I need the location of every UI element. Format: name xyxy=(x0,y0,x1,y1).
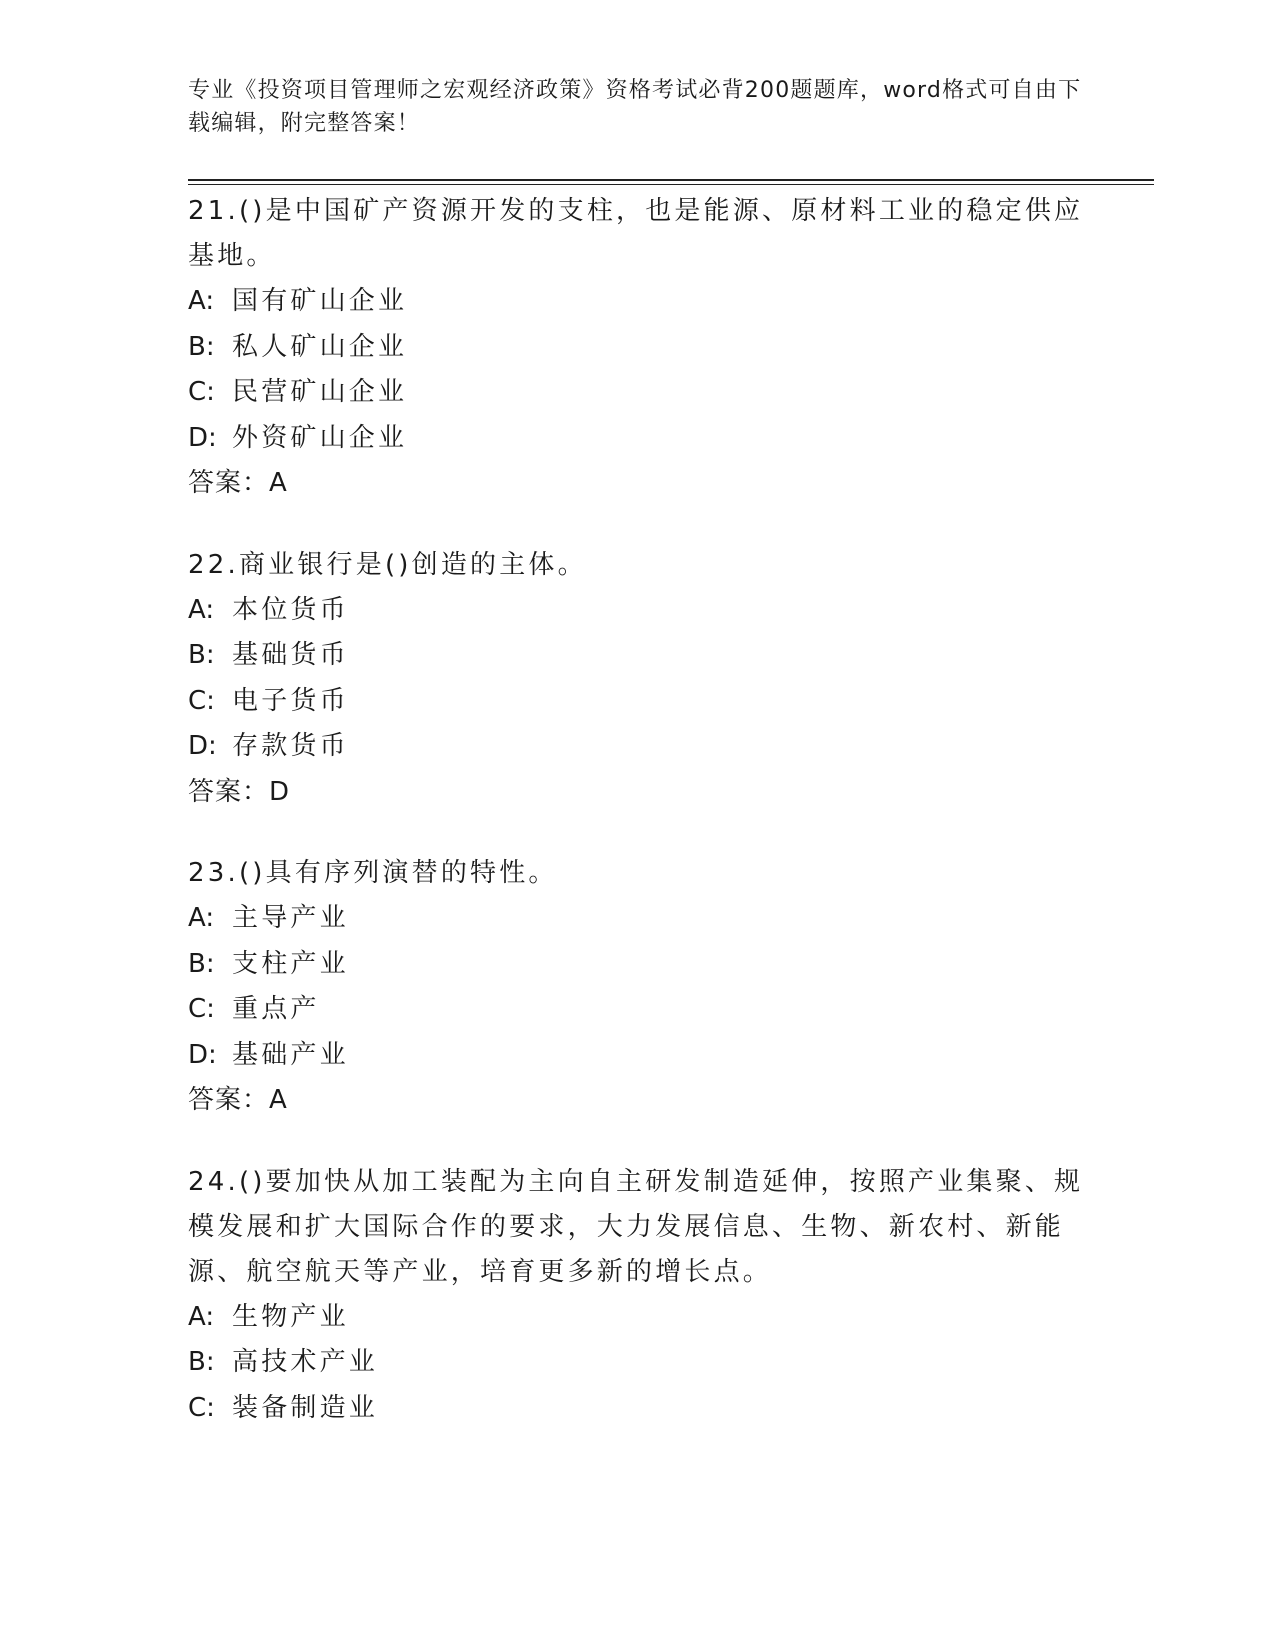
option-letter: A: xyxy=(188,903,215,933)
option-text: 支柱产业 xyxy=(232,948,349,979)
option-text: 生物产业 xyxy=(232,1301,349,1332)
option-text: 外资矿山企业 xyxy=(232,422,408,453)
answer-line: 答案：A xyxy=(188,1085,288,1115)
option-text: 存款货币 xyxy=(232,731,349,761)
option-letter: B: xyxy=(188,640,215,670)
option-d xyxy=(188,416,1088,462)
option-letter: A: xyxy=(188,594,215,625)
option-d xyxy=(188,724,1088,770)
option-a xyxy=(188,896,1088,942)
option-letter: B: xyxy=(188,1347,215,1377)
option-letter: C: xyxy=(188,994,215,1024)
option-letter: C: xyxy=(188,1392,215,1423)
option-text: 高技术产业 xyxy=(232,1347,379,1377)
question-text: 24.()要加快从加工装配为主向自主研发制造延伸，按照产业集聚、规模发展和扩大国际合作的要求，大力发展信息、生物、新农村、新能源、航空航天等产业，培育更多新的增长点。 xyxy=(188,1166,1084,1287)
option-text: 基础货币 xyxy=(232,640,349,670)
header-divider xyxy=(188,179,1154,181)
option-c xyxy=(188,370,1088,416)
option-letter: B: xyxy=(188,331,215,362)
option-c xyxy=(188,1386,1088,1432)
document-header: 专业《投资项目管理师之宏观经济政策》资格考试必背200题题库，word格式可自由下载编辑，附完整答案！ xyxy=(188,78,1082,136)
option-letter: B: xyxy=(188,948,215,979)
question-24 xyxy=(188,1160,1088,1432)
question-21 xyxy=(188,189,1088,507)
question-text: 21.()是中国矿产资源开发的支柱，也是能源、原材料工业的稳定供应基地。 xyxy=(188,196,1084,271)
answer-line: 答案：D xyxy=(188,776,291,807)
option-text: 本位货币 xyxy=(232,594,349,625)
option-a xyxy=(188,1295,1088,1341)
question-text: 23.()具有序列演替的特性。 xyxy=(188,858,558,888)
question-22 xyxy=(188,543,1088,816)
option-b xyxy=(188,325,1088,371)
option-text: 电子货币 xyxy=(232,685,349,716)
option-letter: C: xyxy=(188,377,215,407)
answer-line: 答案：A xyxy=(188,468,288,498)
option-text: 装备制造业 xyxy=(232,1392,379,1423)
option-letter: D: xyxy=(188,422,217,453)
option-text: 民营矿山企业 xyxy=(232,377,408,407)
question-list xyxy=(188,189,1088,1467)
option-text: 重点产 xyxy=(232,994,320,1024)
option-letter: A: xyxy=(188,1301,215,1332)
option-c xyxy=(188,679,1088,725)
option-letter: C: xyxy=(188,685,215,716)
option-c xyxy=(188,987,1088,1033)
option-text: 主导产业 xyxy=(232,903,349,933)
option-letter: D: xyxy=(188,1039,217,1070)
option-a xyxy=(188,279,1088,325)
option-text: 私人矿山企业 xyxy=(232,331,408,362)
option-b xyxy=(188,942,1088,988)
question-23 xyxy=(188,851,1088,1124)
option-text: 基础产业 xyxy=(232,1039,349,1070)
option-text: 国有矿山企业 xyxy=(232,286,408,316)
question-text: 22.商业银行是()创造的主体。 xyxy=(188,549,587,580)
option-b xyxy=(188,633,1088,679)
option-letter: D: xyxy=(188,731,217,761)
option-b xyxy=(188,1340,1088,1386)
header-divider-thin xyxy=(188,184,1154,185)
option-letter: A: xyxy=(188,286,215,316)
option-a xyxy=(188,588,1088,634)
option-d xyxy=(188,1033,1088,1079)
